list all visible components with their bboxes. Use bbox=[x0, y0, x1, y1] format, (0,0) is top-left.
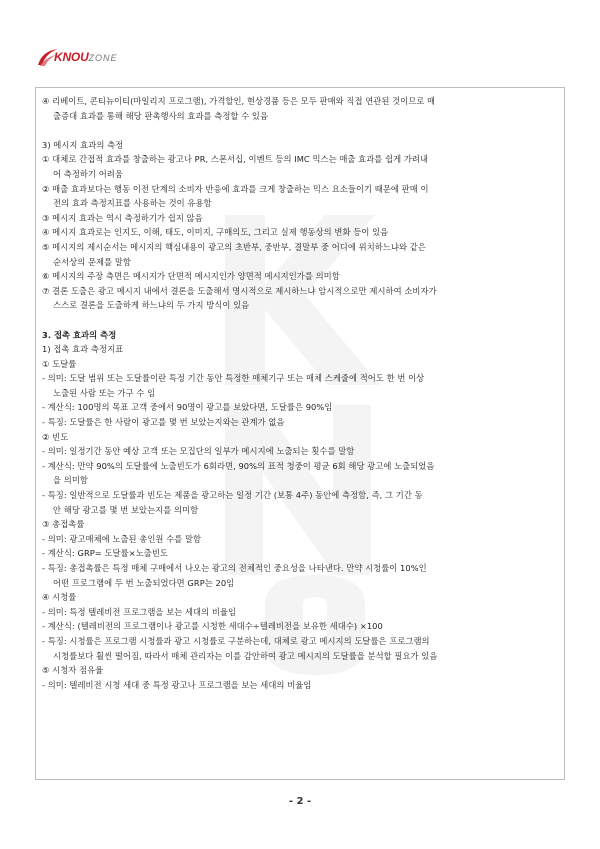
text-line: ② 빈도 bbox=[42, 431, 69, 442]
text-line: 어떤 프로그램에 두 번 노출되었다면 GRP는 20임 bbox=[53, 577, 235, 588]
text-line: ① 대체로 간접적 효과를 창출하는 광고나 PR, 스폰서십, 이벤트 등의 IMC 믹스는 매출 효과를 쉽게 가려내 bbox=[42, 154, 429, 165]
paragraph-spacer bbox=[42, 123, 560, 138]
document-body bbox=[42, 94, 560, 692]
page-number: - 2 - bbox=[288, 796, 312, 807]
text-line: ① 도달률 bbox=[42, 358, 77, 369]
text-line: - 계산식: 만약 90%의 도달률에 노출빈도가 6회라면, 90%의 표적 청중이 평균 6회 해당 광고에 노출되었음 bbox=[42, 460, 435, 471]
text-line: ⑥ 메시지의 주장 측면은 메시지가 단면적 메시지인가 양면적 메시지인가를 의미함 bbox=[42, 271, 340, 282]
text-line: 어 측정하기 어려움 bbox=[53, 168, 123, 179]
text-line: ④ 메시지 효과로는 인지도, 이해, 태도, 이미지, 구매의도, 그리고 실제 행동상의 변화 등이 있음 bbox=[42, 227, 389, 238]
text-line: 안 해당 광고를 몇 번 보았는지를 의미함 bbox=[53, 504, 199, 515]
text-line: ② 매출 효과보다는 행동 이전 단계의 소비자 반응에 효과를 크게 창출하는 믹스 요소들이기 때문에 판매 이 bbox=[42, 183, 429, 194]
text-line: - 의미: 광고매체에 노출된 총인원 수를 말함 bbox=[42, 533, 202, 544]
paragraph-spacer bbox=[42, 313, 560, 328]
text-line: - 특징: 시청률은 프로그램 시청률과 광고 시청률로 구분하는데, 대체로 광고 메시지의 도달률은 프로그램의 bbox=[42, 635, 430, 646]
logo-text: KNOUZONE bbox=[54, 50, 118, 64]
text-line: 3) 메시지 효과의 측정 bbox=[42, 139, 124, 150]
text-line: - 의미: 특정 텔레비전 프로그램을 보는 세대의 비율임 bbox=[42, 606, 237, 617]
text-line: ④ 시청률 bbox=[42, 592, 77, 603]
text-line: ④ 리베이트, 콘티뉴이티(마일리지 프로그램), 가격할인, 현상경품 등은 모두 판매와 직접 연관된 것이므로 매 bbox=[42, 96, 436, 106]
text-line: ⑤ 시청자 점유율 bbox=[42, 665, 104, 676]
text-line: - 특징: 일반적으로 도달률과 빈도는 제품을 광고하는 일정 기간 (보통 4주) 동안에 측정함, 즉, 그 기간 동 bbox=[42, 490, 423, 501]
text-line: 시청률보다 훨씬 떨어짐, 따라서 매체 관리자는 이를 감안하여 광고 메시지의 도달률을 분석할 필요가 있음 bbox=[53, 650, 438, 661]
text-line: 출증대 효과를 통해 해당 판촉행사의 효과를 측정할 수 있음 bbox=[53, 110, 269, 121]
text-line: 1) 접촉 효과 측정지표 bbox=[42, 344, 124, 355]
text-line: - 특징: 총접촉률은 특정 매체 구매에서 나오는 광고의 전체적인 중요성을 나타낸다. 만약 시청률이 10%인 bbox=[42, 563, 427, 573]
text-line: 스스로 결론을 도출하게 하느냐의 두 가지 방식이 있음 bbox=[53, 300, 250, 311]
knouzone-logo bbox=[36, 46, 118, 68]
section-heading: 3. 접촉 효과의 측정 bbox=[42, 329, 117, 340]
text-line: 을 의미함 bbox=[53, 475, 88, 486]
text-line: 전의 효과 측정지표를 사용하는 것이 유용함 bbox=[53, 198, 212, 209]
text-line: 순서상의 문제를 말함 bbox=[53, 256, 131, 267]
text-line: ③ 메시지 효과는 역시 측정하기가 쉽지 않음 bbox=[42, 212, 203, 223]
text-line: 노출된 사람 또는 가구 수 임 bbox=[53, 387, 156, 398]
text-line: - 의미: 일정기간 동안 예상 고객 또는 모집단의 일부가 메시지에 노출되는 횟수를 말함 bbox=[42, 446, 355, 457]
text-line: - 의미: 도달 범위 또는 도달률이란 특정 기간 동안 특정한 매체기구 또는 매체 스케줄에 적어도 한 번 이상 bbox=[42, 373, 425, 384]
text-line: - 의미: 텔레비전 시청 세대 중 특정 광고나 프로그램을 보는 세대의 비율임 bbox=[42, 679, 312, 690]
text-line: - 계산식: GRP= 도달률×노출빈도 bbox=[42, 548, 168, 559]
text-line: ⑦ 결론 도출은 광고 메시지 내에서 결론을 도출해서 명시적으로 제시하느냐 암시적으로만 제시하여 소비자가 bbox=[42, 285, 437, 296]
text-line: - 특징: 도달률은 한 사람이 광고를 몇 번 보았는지와는 관계가 없음 bbox=[42, 417, 285, 428]
text-line: - 계산식: (텔레비전의 프로그램이나 광고를 시청한 세대수÷텔레비전을 보유한 세대수) ×100 bbox=[42, 621, 383, 632]
text-line: ⑤ 메시지의 제시순서는 메시지의 핵심내용이 광고의 초반부, 중반부, 결말부 중 어디에 위치하느냐와 같은 bbox=[42, 241, 426, 252]
text-line: ③ 총접촉률 bbox=[42, 519, 85, 530]
text-line: - 계산식: 100명의 목표 고객 중에서 90명이 광고를 보았다면, 도달률은 90%임 bbox=[42, 402, 333, 413]
